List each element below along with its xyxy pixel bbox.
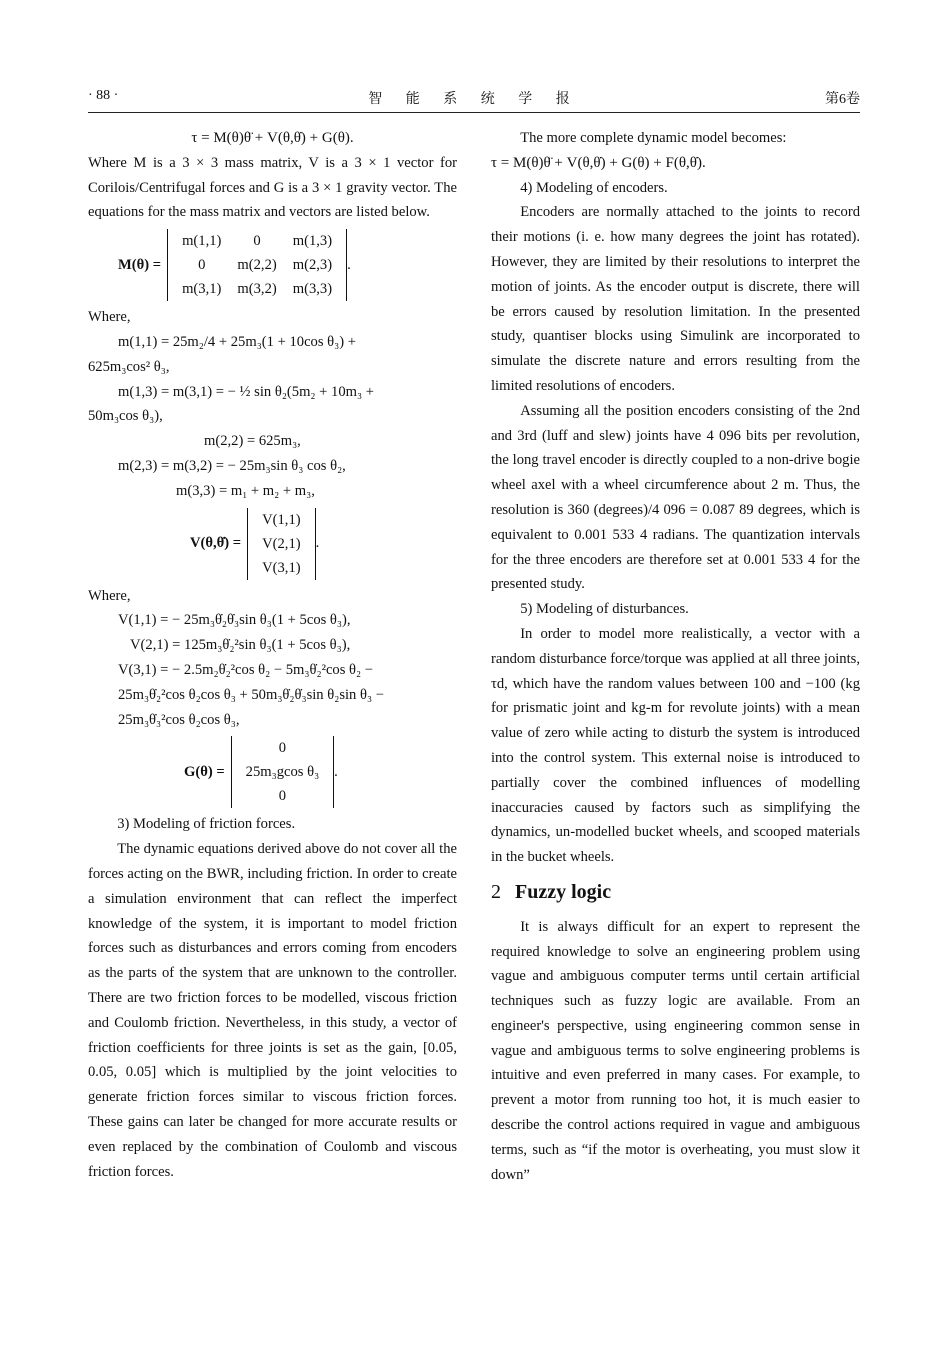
subsection-heading: 3) Modeling of friction forces. [117,816,296,833]
paragraph: Assuming all the position encoders consisting of the 2nd and 3rd (luff and slew) joints have 4 096 bits per revolution, the long travel encoder is directly coupled to a non-drive bogie wheel axel with a wheel circumference about 2 m. Thus, the resolution is 360 (degrees)/4 096 = 0.087 89 degrees, which is equivalent to 0.001 533 4 radians. The quantization intervals for the three encoders are therefore set at 0.001 533 4 for the presented study. [491,402,860,593]
equation-m13: m(1,3) = m(3,1) = − ½ sin θ₂(5m₂ + 10m₃ + [118,383,374,400]
subsection-heading: 4) Modeling of encoders. [520,179,668,196]
section-title: Fuzzy logic [515,880,612,903]
mass-matrix-equation: M(θ) = m(1,1) 0 m(1,3) 0 m(2,2) m(2,3) m(3,1) m(3,2) m(3,3) . [88,229,457,301]
paragraph: It is always difficult for an expert to represent the required knowledge to solve an engineering problem using vague and ambiguous computer terms until certain artificial techniques such as fuzzy logic are available. From an engineer's perspective, using engineering common sense in vague and ambiguous terms to solve engineering problems is intuitive and even preferred in many cases. For example, to prevent a motor from running too hot, it is much easier to describe the control actions required in vague and ambiguous terms, such as “if the motor is overheating, you must slow it down” [491,918,860,1183]
equation-m11-cont: 625m₃cos² θ₃, [88,358,170,375]
where-label: Where, [88,587,131,604]
right-column [491,126,860,1187]
page-header [88,88,860,110]
equation-m13-cont: 50m₃cos θ₃), [88,408,163,425]
equation-v31-cont1: 25m₃θ̇₂²cos θ₂cos θ₃ + 50m₃θ̇₂θ̇₃sin θ₂sin θ₃ − [118,686,384,703]
section-heading [491,880,860,905]
equation-tau: τ = M(θ)θ̈ + V(θ,θ̇) + G(θ). [191,130,354,146]
where-label: Where, [88,309,131,326]
page-number: · 88 · [88,88,119,103]
matrix-cell: m(2,3) [292,257,333,274]
matrix-cell: m(3,3) [292,281,333,298]
equation-m23: m(2,3) = m(3,2) = − 25m₃sin θ₃ cos θ₂, [118,457,346,474]
paragraph: The dynamic equations derived above do not cover all the forces acting on the BWR, including friction. In order to create a simulation environment that can reflect the imperfect knowledge of the system, it is important to model friction forces such as disturbances and errors coming from encoders as the parts of the system that are unknown to the controller. There are two friction forces to be modelled, viscous friction and Coulomb friction. Nevertheless, in this study, a vector of friction coefficients for three joints is set as the gain, [0.05, 0.05, 0.05] which is multiplied by the joint velocities to generate friction forces similar to viscous friction forces. These gains can later be changed for more accurate results or even replaced by the combination of Coulomb and viscous friction forces. [88,841,457,1180]
g-vector-equation: G(θ) = 0 25m₃gcos θ₃ 0 . [88,736,457,808]
vector-cell: 25m₃gcos θ₃ [245,764,320,781]
equation-v21: V(2,1) = 125m₃θ̇₂²sin θ₃(1 + 5cos θ₃), [130,637,351,654]
left-column [88,126,457,1184]
matrix-cell: 0 [198,257,206,274]
v-vector-lhs: V(θ,θ̇) = [190,535,242,552]
equation-m11: m(1,1) = 25m₂/4 + 25m₃(1 + 10cos θ₃) + [118,333,356,350]
g-vector [231,736,335,808]
paragraph: Encoders are normally attached to the joints to record their motions (i. e. how many degrees the joint has rotated). However, they are limited by their resolutions to interpret the motion of joints. As the encoder output is discrete, there will be errors caused by resolution limitation. In the presented study, quantiser blocks using Simulink are incorporated to simulate the discrete nature and errors resulting from the limited resolutions of encoders. [491,204,860,394]
section-number: 2 [491,880,501,903]
vector-cell: V(3,1) [262,559,301,576]
mass-matrix [167,229,347,301]
vector-cell: V(2,1) [262,535,301,552]
journal-title: 智 能 系 统 学 报 [368,92,580,107]
paragraph: Where M is a 3 × 3 mass matrix, V is a 3 × 1 vector for Corilois/Centrifugal forces and G is a 3 × 1 gravity vector. The equations for the mass matrix and vectors are listed below. [88,154,457,221]
v-vector [247,508,316,580]
matrix-cell: m(2,2) [237,257,277,274]
header-rule [88,112,860,113]
matrix-cell: 0 [253,233,261,250]
matrix-cell: m(3,2) [237,281,277,298]
paragraph: In order to model more realistically, a vector with a random disturbance force/torque was applied at all three joints, τd, which have the random values between 100 and −100 (kg for prismatic joint and kg-m for revolute joints) with a mean value of zero while acting to disturb the system is introduced into the control system. This external noise is introduced to partially cover the combined influences of modelling inaccuracies caused by factors such as simplifying the dynamics, un-modelled bucket wheels, and scooped materials in the bucket wheels. [491,625,860,866]
paragraph: The more complete dynamic model becomes: [520,130,787,146]
equation-m33: m(3,3) = m₁ + m₂ + m₃, [176,482,315,499]
subsection-heading: 5) Modeling of disturbances. [520,601,689,618]
equation-v31-cont2: 25m₃θ̇₃²cos θ₂cos θ₃, [118,711,240,728]
equation-v11: V(1,1) = − 25m₃θ̇₂θ̇₃sin θ₃(1 + 5cos θ₃), [118,612,351,629]
g-vector-lhs: G(θ) = [184,763,225,780]
volume-label: 第6卷 [825,92,860,107]
vector-cell: 0 [278,740,287,757]
equation-m22: m(2,2) = 625m₃, [204,433,301,450]
matrix-cell: m(1,3) [292,233,333,250]
matrix-cell: m(1,1) [182,233,222,250]
vector-cell: 0 [278,788,287,805]
matrix-cell: m(3,1) [182,281,222,298]
equation-v31: V(3,1) = − 2.5m₂θ̇₂²cos θ₂ − 5m₃θ̇₂²cos θ₂ − [118,661,373,678]
equation-full-model: τ = M(θ)θ̈ + V(θ,θ̇) + G(θ) + F(θ,θ̇). [491,154,706,171]
vector-cell: V(1,1) [262,511,301,528]
mass-matrix-lhs: M(θ) = [118,256,162,273]
v-vector-equation: V(θ,θ̇) = V(1,1) V(2,1) V(3,1) . [88,508,457,580]
